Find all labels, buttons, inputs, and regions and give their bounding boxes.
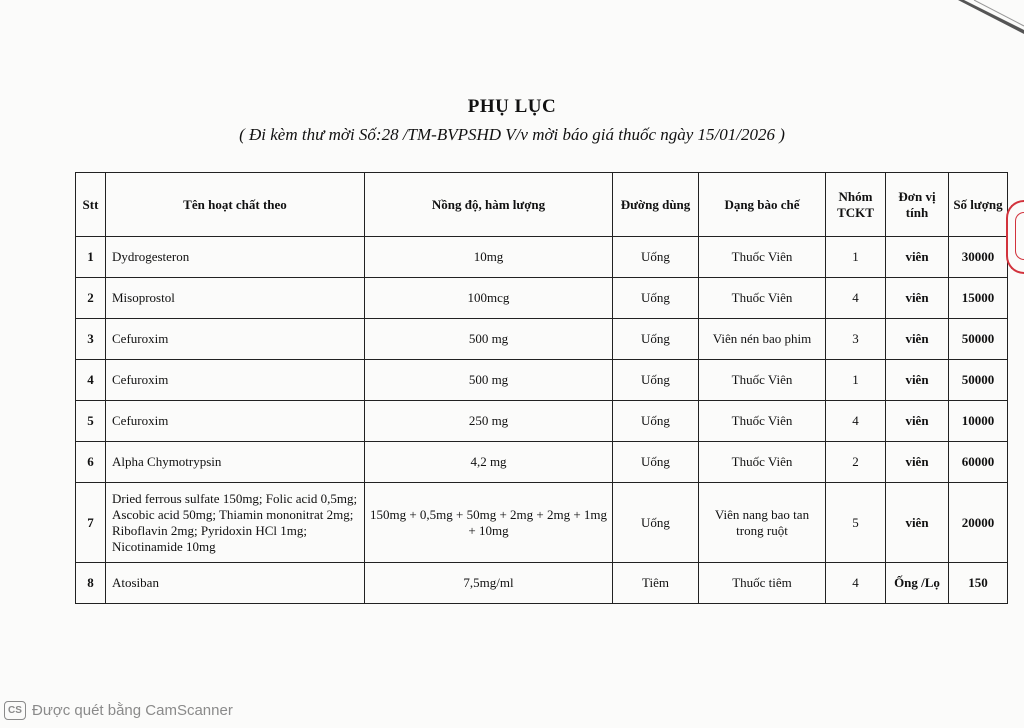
cell-stt: 8 — [76, 563, 106, 604]
cell-strength: 4,2 mg — [365, 442, 613, 483]
cell-route: Uống — [613, 278, 699, 319]
cell-qty: 50000 — [949, 319, 1008, 360]
cell-group: 1 — [826, 360, 886, 401]
cell-name: Atosiban — [106, 563, 365, 604]
cell-strength: 500 mg — [365, 360, 613, 401]
cell-form: Thuốc Viên — [699, 442, 826, 483]
cell-strength: 150mg + 0,5mg + 50mg + 2mg + 2mg + 1mg + 10mg — [365, 483, 613, 563]
camscanner-text: Được quét bằng CamScanner — [32, 702, 233, 719]
cell-unit: Ống /Lọ — [886, 563, 949, 604]
cell-route: Uống — [613, 442, 699, 483]
cell-strength: 10mg — [365, 237, 613, 278]
table-row — [76, 483, 1008, 563]
cell-unit: viên — [886, 319, 949, 360]
cell-unit: viên — [886, 278, 949, 319]
cell-stt: 5 — [76, 401, 106, 442]
cell-unit: viên — [886, 401, 949, 442]
cell-qty: 60000 — [949, 442, 1008, 483]
cell-qty: 15000 — [949, 278, 1008, 319]
cell-unit: viên — [886, 360, 949, 401]
page-title: PHỤ LỤC — [467, 96, 557, 117]
camscanner-logo-icon: CS — [4, 701, 26, 720]
cell-group: 5 — [826, 483, 886, 563]
cell-route: Uống — [613, 360, 699, 401]
cell-form: Thuốc Viên — [699, 278, 826, 319]
cell-group: 4 — [826, 278, 886, 319]
table-row — [76, 442, 1008, 483]
table-row — [76, 563, 1008, 604]
cell-group: 1 — [826, 237, 886, 278]
cell-route: Uống — [613, 401, 699, 442]
cell-route: Uống — [613, 319, 699, 360]
cell-route: Uống — [613, 237, 699, 278]
cell-unit: viên — [886, 237, 949, 278]
cell-stt: 4 — [76, 360, 106, 401]
table-row — [76, 360, 1008, 401]
header-form: Dạng bào chế — [699, 173, 826, 237]
cell-stt: 7 — [76, 483, 106, 563]
header-unit: Đơn vị tính — [886, 173, 949, 237]
cell-form: Thuốc Viên — [699, 360, 826, 401]
red-stamp-inner-ring — [1015, 212, 1024, 260]
cell-form: Viên nang bao tan trong ruột — [699, 483, 826, 563]
cell-group: 2 — [826, 442, 886, 483]
cell-name: Alpha Chymotrypsin — [106, 442, 365, 483]
drug-table — [75, 172, 1008, 604]
cell-strength: 500 mg — [365, 319, 613, 360]
cell-strength: 7,5mg/ml — [365, 563, 613, 604]
cell-qty: 10000 — [949, 401, 1008, 442]
page-corner-fold — [944, 0, 1024, 50]
cell-form: Thuốc tiêm — [699, 563, 826, 604]
cell-stt: 3 — [76, 319, 106, 360]
cell-form: Viên nén bao phim — [699, 319, 826, 360]
cell-group: 4 — [826, 401, 886, 442]
table-row — [76, 237, 1008, 278]
header-strength: Nồng độ, hàm lượng — [365, 173, 613, 237]
header-qty: Số lượng — [949, 173, 1008, 237]
cell-name: Dydrogesteron — [106, 237, 365, 278]
header-name: Tên hoạt chất theo — [106, 173, 365, 237]
cell-route: Uống — [613, 483, 699, 563]
header-group: Nhóm TCKT — [826, 173, 886, 237]
cell-route: Tiêm — [613, 563, 699, 604]
cell-name: Misoprostol — [106, 278, 365, 319]
cell-unit: viên — [886, 442, 949, 483]
cell-form: Thuốc Viên — [699, 237, 826, 278]
cell-qty: 150 — [949, 563, 1008, 604]
header-route: Đường dùng — [613, 173, 699, 237]
table-header-row — [76, 173, 1008, 237]
cell-name: Cefuroxim — [106, 319, 365, 360]
cell-name: Cefuroxim — [106, 360, 365, 401]
cell-qty: 30000 — [949, 237, 1008, 278]
table-row — [76, 319, 1008, 360]
camscanner-watermark — [4, 701, 233, 720]
table-row — [76, 401, 1008, 442]
cell-stt: 6 — [76, 442, 106, 483]
cell-stt: 2 — [76, 278, 106, 319]
cell-form: Thuốc Viên — [699, 401, 826, 442]
cell-unit: viên — [886, 483, 949, 563]
page-subtitle: ( Đi kèm thư mời Số:28 /TM-BVPSHD V/v mời báo giá thuốc ngày 15/01/2026 ) — [239, 125, 785, 144]
cell-group: 3 — [826, 319, 886, 360]
table-row — [76, 278, 1008, 319]
cell-stt: 1 — [76, 237, 106, 278]
header-stt: Stt — [76, 173, 106, 237]
cell-qty: 50000 — [949, 360, 1008, 401]
cell-group: 4 — [826, 563, 886, 604]
cell-qty: 20000 — [949, 483, 1008, 563]
cell-strength: 250 mg — [365, 401, 613, 442]
cell-name: Cefuroxim — [106, 401, 365, 442]
cell-strength: 100mcg — [365, 278, 613, 319]
cell-name: Dried ferrous sulfate 150mg; Folic acid 0,5mg; Ascobic acid 50mg; Thiamin mononitrat 2mg; Riboflavin 2mg; Pyridoxin HCl 1mg; Nicotinamide 10mg — [106, 483, 365, 563]
